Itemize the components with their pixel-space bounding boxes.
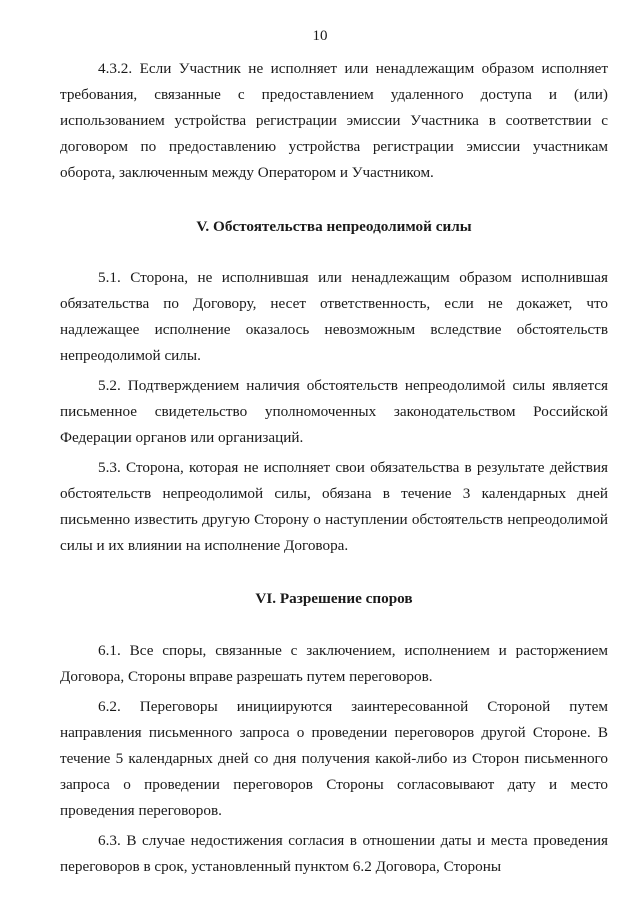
clause-6-3: 6.3. В случае недостижения согласия в отношении даты и места проведения переговоров в срок, установленный пунктом 6.2 Договора, Стороны [60,831,608,875]
clause-5-3: 5.3. Сторона, которая не исполняет свои обязательства в результате действия обстоятельств непреодолимой силы, обязана в течение 3 календарных дней письменно известить другую Сторону о наступлении обстоятельств непреодолимой силы и их влиянии на исполнение Договора. [60,458,608,554]
document-body [60,56,608,879]
clause-6-2: 6.2. Переговоры инициируются заинтересованной Стороной путем направления письменного запроса о проведении переговоров другой Стороне. В течение 5 календарных дней со дня получения какой-либо из Сторон письменного запроса о проведении переговоров Стороны согласовывают дату и место проведения переговоров. [60,698,608,819]
page-number: 10 [312,28,328,44]
clause-5-2: 5.2. Подтверждением наличия обстоятельств непреодолимой силы является письменное свидетельство уполномоченных законодательством Российской Федерации органов или организаций. [60,377,608,446]
clause-5-1: 5.1. Сторона, не исполнившая или ненадлежащим образом исполнившая обязательства по Договору, несет ответственность, если не докажет, что надлежащее исполнение оказалось невозможным вследствие обстоятельств непреодолимой силы. [60,269,608,365]
section-5-title: V. Обстоятельства непреодолимой силы [196,217,472,235]
clause-6-1: 6.1. Все споры, связанные с заключением, исполнением и расторжением Договора, Стороны вправе разрешать путем переговоров. [60,642,608,686]
clause-4-3-2: 4.3.2. Если Участник не исполняет или ненадлежащим образом исполняет требования, связанные с предоставлением удаленного доступа и (или) использованием устройства регистрации эмиссии Участника в соответствии с договором по предоставлению устройства регистрации эмиссии участникам оборота, заключенным между Оператором и Участником. [60,60,608,181]
section-6-title: VI. Разрешение споров [255,590,413,608]
